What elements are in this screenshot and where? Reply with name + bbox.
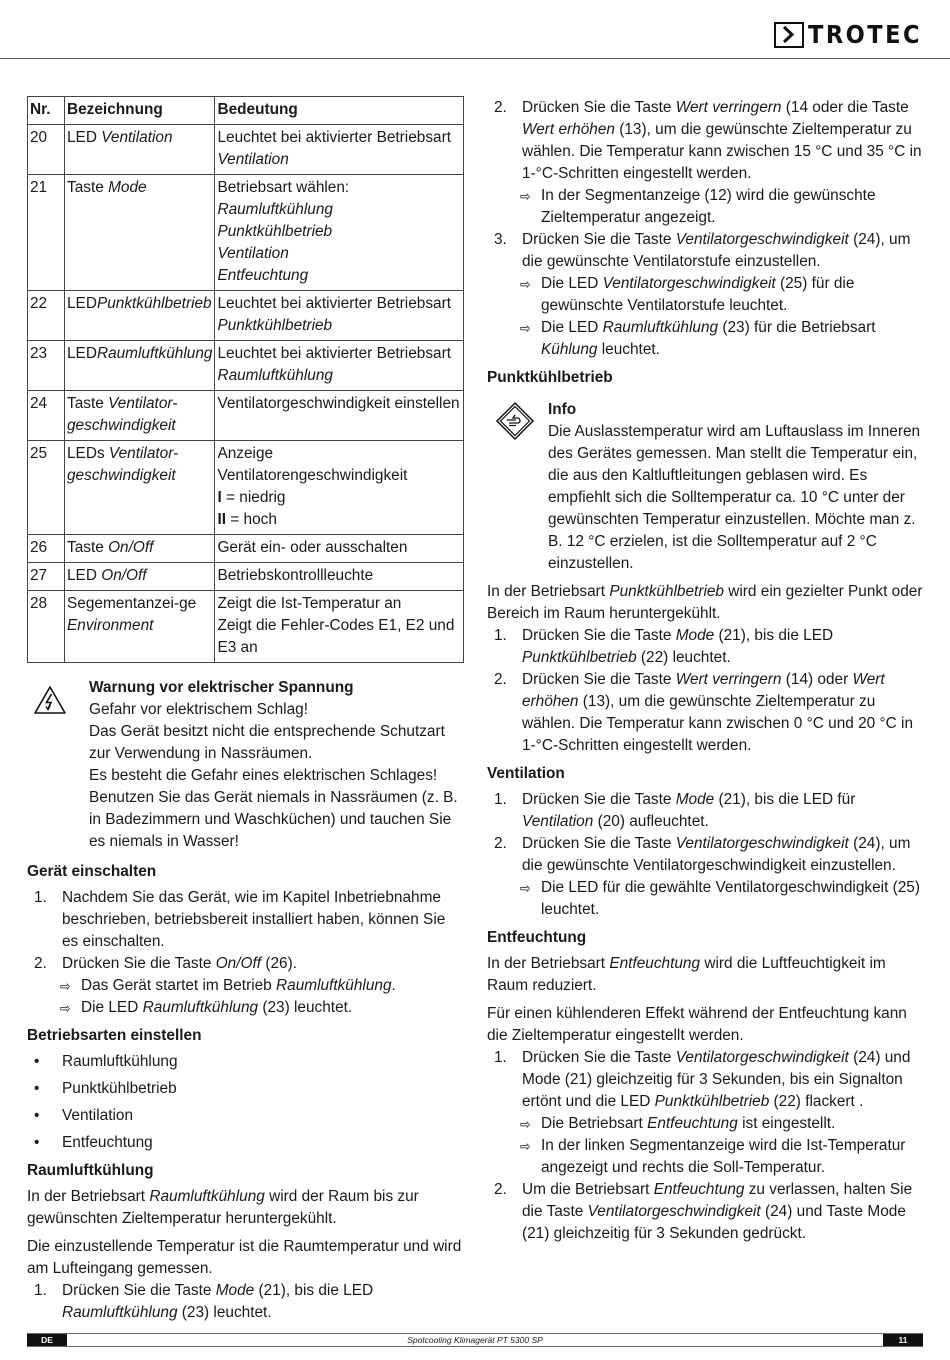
header-bedeutung: Bedeutung: [215, 97, 464, 125]
table-row: [28, 563, 464, 591]
table-row: [28, 175, 464, 291]
section-heading-betriebsarten: Betriebsarten einstellen: [27, 1027, 202, 1044]
cell-bedeutung: Zeigt die Ist-Temperatur an Zeigt die Fehler-Codes E1, E2 und E3 an: [215, 591, 464, 663]
result-arrow-icon: ⇨: [60, 978, 71, 994]
cell-bezeichnung: Taste On/Off: [65, 535, 215, 563]
table-row: [28, 341, 464, 391]
info-text: Die Auslasstemperatur wird am Luftauslass im Inneren des Gerätes gemessen. Man stellt die Temperatur ein, die aus den Kaltluftleitungen geblasen wird. Es empfiehlt sich die Solltemperatur ca. 10 °C unter der gewünschten Temperatur einzustellen. Möchte man z. B. 12 °C erzielen, ist die Solltemperatur auf 2 °C einzustellen.: [548, 423, 921, 572]
table-row: [28, 535, 464, 563]
result-arrow-icon: ⇨: [520, 1138, 531, 1154]
section-heading-raum: Raumluftkühlung: [27, 1162, 154, 1179]
list-item: 2. Um die Betriebsart Entfeuchtung zu verlassen, halten Sie die Taste Ventilatorgeschwindigkeit (24) und Taste Mode (21) gleichzeitig für 3 Sekunden gedrückt.: [494, 1181, 913, 1242]
brand-name: TROTEC: [808, 20, 922, 49]
left-column: [27, 96, 464, 1324]
cell-nr: 25: [28, 441, 65, 535]
section-heading-punkt: Punktkühlbetrieb: [487, 369, 613, 386]
raum-steps-part3: [487, 229, 924, 273]
table-header-row: [28, 97, 464, 125]
geraet-steps: [27, 887, 464, 975]
electrical-hazard-icon: [33, 685, 67, 715]
result-item: ⇨ Die LED Raumluftkühlung (23) für die Betriebsart Kühlung leuchtet.: [520, 319, 876, 358]
footer-title: Spotcooling Klimagerät PT 5300 SP: [407, 1335, 543, 1345]
footer-language-badge: DE: [27, 1334, 67, 1346]
result-arrow-icon: ⇨: [60, 1000, 71, 1016]
raum-steps-part2: [487, 97, 924, 185]
cell-bezeichnung: LED Ventilation: [65, 125, 215, 175]
cell-nr: 23: [28, 341, 65, 391]
cell-bezeichnung: Taste Mode: [65, 175, 215, 291]
section-heading-entfeuchtung: Entfeuchtung: [487, 929, 587, 946]
result-item: ⇨ Die Betriebsart Entfeuchtung ist eingestellt.: [487, 1113, 924, 1135]
table-row: [28, 291, 464, 341]
list-item: 2. Drücken Sie die Taste On/Off (26).: [34, 955, 297, 972]
list-item: 2. Drücken Sie die Taste Wert verringern (14) oder Wert erhöhen (13), um die gewünschte Zieltemperatur zu wählen. Die Temperatur kann zwischen 0 °C und 20 °C in 1-°C-Schritten eingestellt werden.: [494, 671, 914, 754]
entfeuchtung-steps-2: [487, 1179, 924, 1245]
cell-bedeutung: Anzeige Ventilatorengeschwindigkeit I = niedrig II = hoch: [215, 441, 464, 535]
cell-bedeutung: Leuchtet bei aktivierter Betriebsart Raumluftkühlung: [215, 341, 464, 391]
cell-bedeutung: Leuchtet bei aktivierter Betriebsart Punktkühlbetrieb: [215, 291, 464, 341]
cell-bezeichnung: Segementanzei-ge Environment: [65, 591, 215, 663]
footer-page-number: 11: [883, 1334, 923, 1346]
table-row: [28, 125, 464, 175]
cell-nr: 22: [28, 291, 65, 341]
result-arrow-icon: ⇨: [520, 320, 531, 336]
info-title: Info: [548, 401, 577, 418]
result-arrow-icon: ⇨: [520, 880, 531, 896]
table-row: [28, 391, 464, 441]
cell-nr: 27: [28, 563, 65, 591]
list-item: 1. Nachdem Sie das Gerät, wie im Kapitel Inbetriebnahme beschrieben, betriebsbereit installiert haben, können Sie es einschalten.: [34, 889, 446, 950]
info-hand-icon: [495, 401, 535, 441]
cell-bedeutung: Betriebskontrollleuchte: [215, 563, 464, 591]
paragraph: In der Betriebsart Punktkühlbetrieb wird ein gezielter Punkt oder Bereich im Raum heruntergekühlt.: [487, 583, 923, 622]
header-nr: Nr.: [28, 97, 65, 125]
table-row: [28, 441, 464, 535]
controls-table: [27, 96, 464, 663]
cell-bedeutung: Leuchtet bei aktivierter Betriebsart Ventilation: [215, 125, 464, 175]
paragraph: In der Betriebsart Raumluftkühlung wird der Raum bis zur gewünschten Zieltemperatur heruntergekühlt.: [27, 1188, 419, 1227]
result-item: ⇨ Die LED Ventilatorgeschwindigkeit (25) für die gewünschte Ventilatorstufe leuchtet.: [520, 275, 855, 314]
warning-line: Es besteht die Gefahr eines elektrischen Schlages! Benutzen Sie das Gerät niemals in Nassräumen (z. B. in Badezimmern und Waschküchen) und tauchen Sie es niemals in Wasser!: [89, 767, 458, 850]
list-item: 2. Drücken Sie die Taste Ventilatorgeschwindigkeit (24), um die gewünschte Ventilatorgeschwindigkeit einzustellen.: [494, 835, 911, 874]
punkt-steps: [487, 625, 924, 757]
cell-bezeichnung: LED On/Off: [65, 563, 215, 591]
ventilation-steps: [487, 789, 924, 877]
entfeuchtung-steps: [487, 1047, 924, 1113]
result-item: ⇨ Das Gerät startet im Betrieb Raumluftkühlung.: [27, 975, 464, 997]
warning-line: Das Gerät besitzt nicht die entsprechende Schutzart zur Verwendung in Nassräumen.: [89, 723, 445, 762]
logo-mark-icon: [774, 22, 804, 48]
raum-steps-part1: [27, 1280, 464, 1324]
electrical-warning: [27, 677, 464, 853]
list-item: 1. Drücken Sie die Taste Mode (21), bis die LED Punktkühlbetrieb (22) leuchtet.: [494, 627, 834, 666]
list-item: 2. Drücken Sie die Taste Wert verringern (14 oder die Taste Wert erhöhen (13), um die gewünschte Zieltemperatur zu wählen. Die Temperatur kann zwischen 15 °C und 35 °C in 1-°C-Schritten eingestellt werden.: [494, 99, 922, 182]
list-item: 1. Drücken Sie die Taste Ventilatorgeschwindigkeit (24) und Mode (21) gleichzeitig für 3 Sekunden, bis ein Signalton ertönt und die LED Punktkühlbetrieb (22) flackert .: [494, 1049, 911, 1110]
cell-nr: 26: [28, 535, 65, 563]
paragraph: Die einzustellende Temperatur ist die Raumtemperatur und wird am Lufteingang gemessen.: [27, 1238, 462, 1277]
paragraph: Für einen kühlenderen Effekt während der Entfeuchtung kann die Zieltemperatur eingestellt werden.: [487, 1005, 907, 1044]
table-body: [28, 125, 464, 663]
section-heading-geraet: Gerät einschalten: [27, 863, 157, 880]
cell-bezeichnung: Taste Ventilator-geschwindigkeit: [65, 391, 215, 441]
header-divider: [0, 58, 950, 59]
cell-bedeutung: Gerät ein- oder ausschalten: [215, 535, 464, 563]
cell-bezeichnung: LEDPunktkühlbetrieb: [65, 291, 215, 341]
result-item: ⇨ Die LED für die gewählte Ventilatorgeschwindigkeit (25) leuchtet.: [520, 879, 920, 918]
warning-line: Gefahr vor elektrischem Schlag!: [89, 701, 308, 718]
list-item: 3. Drücken Sie die Taste Ventilatorgeschwindigkeit (24), um die gewünschte Ventilatorstufe einzustellen.: [494, 231, 911, 270]
info-box: [487, 399, 924, 575]
header-bezeichnung: Bezeichnung: [65, 97, 215, 125]
cell-bedeutung: Betriebsart wählen: Raumluftkühlung Punktkühlbetrieb Ventilation Entfeuchtung: [215, 175, 464, 291]
warning-title: Warnung vor elektrischer Spannung: [89, 679, 354, 696]
result-arrow-icon: ⇨: [520, 1116, 531, 1132]
result-item: ⇨ In der Segmentanzeige (12) wird die gewünschte Zieltemperatur angezeigt.: [520, 187, 876, 226]
cell-bezeichnung: LEDRaumluftkühlung: [65, 341, 215, 391]
modes-list: [27, 1051, 464, 1154]
list-item: • Ventilation: [27, 1105, 464, 1127]
cell-nr: 20: [28, 125, 65, 175]
cell-bedeutung: Ventilatorgeschwindigkeit einstellen: [215, 391, 464, 441]
list-item: 1. Drücken Sie die Taste Mode (21), bis die LED für Ventilation (20) aufleuchtet.: [494, 791, 856, 830]
page-footer: [27, 1333, 923, 1347]
result-arrow-icon: ⇨: [520, 188, 531, 204]
list-item: 1. Drücken Sie die Taste Mode (21), bis die LED Raumluftkühlung (23) leuchtet.: [34, 1282, 374, 1321]
cell-nr: 21: [28, 175, 65, 291]
list-item: • Punktkühlbetrieb: [27, 1078, 464, 1100]
brand-logo: [774, 20, 922, 50]
result-arrow-icon: ⇨: [520, 276, 531, 292]
cell-nr: 24: [28, 391, 65, 441]
paragraph: In der Betriebsart Entfeuchtung wird die Luftfeuchtigkeit im Raum reduziert.: [487, 955, 886, 994]
right-column: [487, 97, 924, 1245]
section-heading-ventilation: Ventilation: [487, 765, 565, 782]
list-item: • Entfeuchtung: [27, 1132, 464, 1154]
cell-nr: 28: [28, 591, 65, 663]
result-item: ⇨ In der linken Segmentanzeige wird die Ist-Temperatur angezeigt und rechts die Soll-Temperatur.: [520, 1137, 906, 1176]
table-row: [28, 591, 464, 663]
list-item: • Raumluftkühlung: [27, 1051, 464, 1073]
result-item: ⇨ Die LED Raumluftkühlung (23) leuchtet.: [27, 997, 464, 1019]
cell-bezeichnung: LEDs Ventilator-geschwindigkeit: [65, 441, 215, 535]
